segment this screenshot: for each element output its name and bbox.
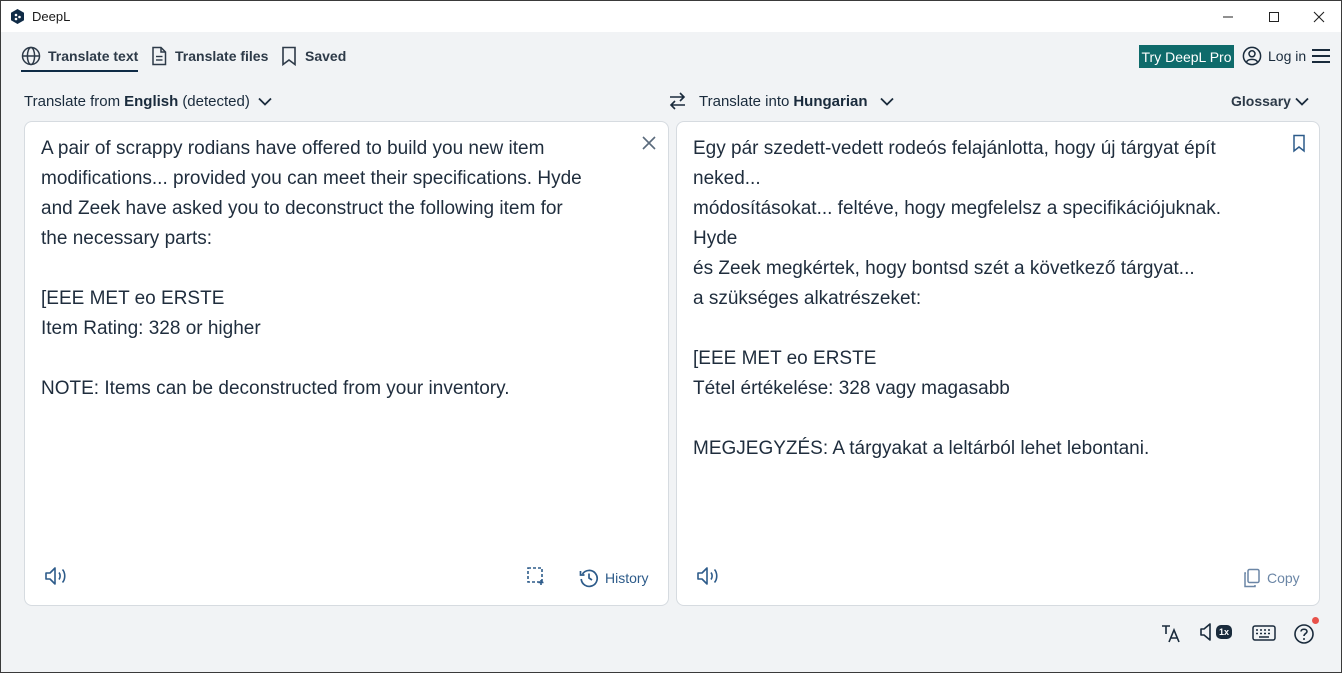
- save-bookmark-icon[interactable]: [1292, 134, 1306, 153]
- history-button[interactable]: [579, 566, 649, 590]
- translation-output: Egy pár szedett-vedett rodeós felajánlotta, hogy új tárgyat épít neked... módosításokat... feltéve, hogy megfelelsz a specifikációjuknak. Hyde és Zeek megkértek, hogy bontsd szét a következő tárgyat... a szükséges alkatrészeket: [EEE MET eo ERSTE Tétel értékelése: 328 vagy magasabb MEGJEGYZÉS: A tárgyakat a leltárból lehet lebontani.: [693, 138, 1222, 459]
- tab-translate-text-label: Translate text: [48, 48, 139, 64]
- help-icon[interactable]: [1293, 623, 1315, 645]
- source-text-input[interactable]: A pair of scrappy rodians have offered to build you new item modifications... provided you can meet their specifications. Hyde and Zeek have asked you to deconstruct the following item for the necessary parts: [EEE MET eo ERSTE Item Rating: 328 or higher NOTE: Items can be deconstructed from your inventory.: [41, 138, 582, 399]
- tab-translate-text[interactable]: [21, 43, 138, 69]
- target-prefix: Translate into: [699, 92, 790, 110]
- speech-speed-button[interactable]: [1200, 622, 1232, 642]
- copy-label: Copy: [1267, 570, 1300, 586]
- target-panel: [676, 121, 1320, 606]
- globe-icon: [21, 46, 41, 66]
- notification-dot: [1312, 617, 1319, 624]
- keyboard-icon[interactable]: [1252, 625, 1276, 641]
- minimize-button[interactable]: [1205, 1, 1251, 32]
- chevron-down-icon: [880, 97, 894, 106]
- tab-translate-files[interactable]: [150, 43, 268, 69]
- copy-button[interactable]: [1243, 566, 1300, 590]
- source-language: English: [124, 92, 179, 110]
- chevron-down-icon: [258, 97, 272, 106]
- close-icon: [1313, 11, 1325, 23]
- swap-languages-icon[interactable]: [668, 91, 687, 111]
- text-size-icon[interactable]: [1160, 623, 1182, 643]
- minimize-icon: [1222, 11, 1234, 23]
- tab-translate-files-label: Translate files: [175, 48, 269, 64]
- tab-saved-label: Saved: [305, 48, 347, 64]
- history-icon: [579, 568, 599, 588]
- source-detected: (detected): [182, 92, 250, 110]
- copy-icon: [1243, 568, 1261, 588]
- speaker-icon: [1200, 622, 1214, 642]
- target-language: Hungarian: [793, 92, 868, 110]
- window-title: DeepL: [32, 9, 71, 24]
- document-icon: [150, 46, 168, 66]
- title-bar: [1, 1, 1341, 32]
- source-panel: [24, 121, 669, 606]
- speed-badge: 1x: [1216, 625, 1232, 639]
- bookmark-icon: [280, 46, 298, 66]
- clear-text-icon[interactable]: [641, 135, 657, 151]
- login-button[interactable]: [1242, 44, 1306, 68]
- chevron-down-icon: [1295, 97, 1309, 106]
- close-window-button[interactable]: [1296, 1, 1342, 32]
- source-prefix: Translate from: [24, 92, 121, 110]
- speaker-icon[interactable]: [44, 565, 68, 587]
- maximize-icon: [1268, 11, 1280, 23]
- target-language-selector[interactable]: [699, 89, 894, 113]
- speaker-icon[interactable]: [696, 565, 720, 587]
- tab-saved[interactable]: [280, 43, 346, 69]
- deepl-logo-icon: [11, 9, 24, 24]
- try-pro-button[interactable]: Try DeepL Pro: [1139, 45, 1234, 68]
- source-language-selector[interactable]: [24, 89, 272, 113]
- glossary-button[interactable]: [1231, 89, 1309, 113]
- hamburger-menu-icon[interactable]: [1311, 48, 1331, 64]
- screen-capture-icon[interactable]: [526, 566, 546, 586]
- maximize-button[interactable]: [1251, 1, 1297, 32]
- glossary-label: Glossary: [1231, 93, 1291, 109]
- login-label: Log in: [1268, 48, 1307, 64]
- user-icon: [1242, 46, 1262, 66]
- history-label: History: [605, 570, 649, 586]
